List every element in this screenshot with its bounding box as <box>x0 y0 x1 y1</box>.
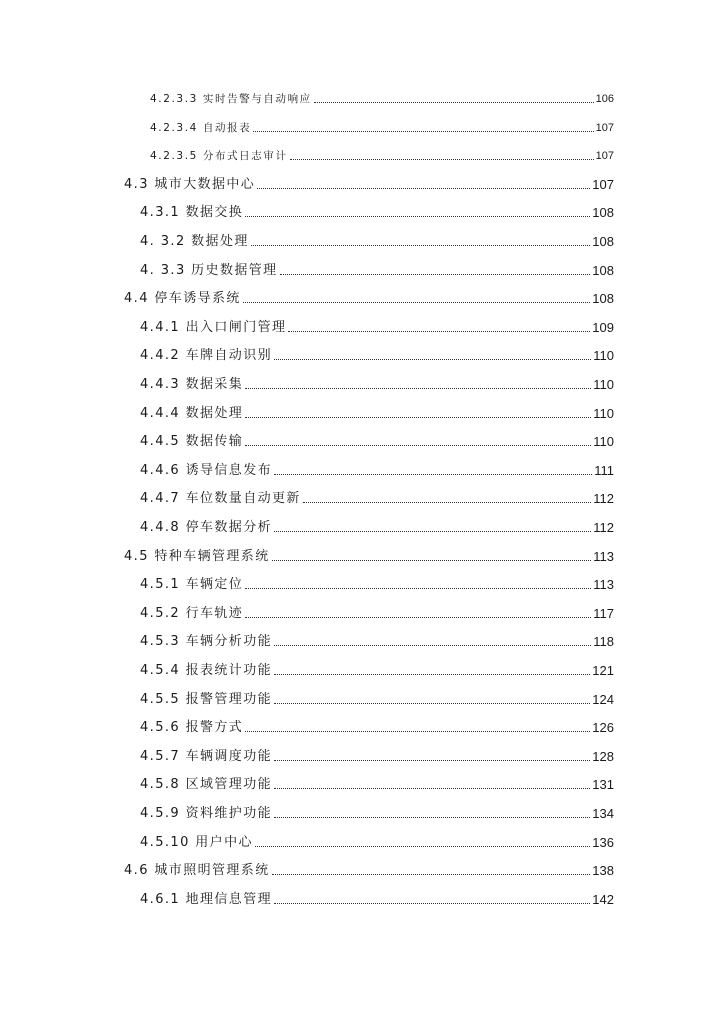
toc-entry-page-number: 118 <box>593 634 614 650</box>
toc-entry[interactable] <box>140 317 614 337</box>
toc-entry-title: 4.5.7 车辆调度功能 <box>140 748 273 764</box>
toc-entry-title: 4.6 城市照明管理系统 <box>124 863 270 879</box>
dot-leader <box>272 874 591 875</box>
dot-leader <box>257 188 590 189</box>
toc-entry-page-number: 108 <box>592 262 614 278</box>
toc-entry[interactable] <box>140 460 614 480</box>
toc-entry-page-number: 142 <box>592 891 614 907</box>
toc-entry-page-number: 110 <box>593 434 614 450</box>
dot-leader <box>245 417 591 418</box>
toc-entry-page-number: 124 <box>592 691 614 707</box>
toc-entry-title: 4.6.1 地理信息管理 <box>140 891 273 907</box>
toc-entry[interactable] <box>124 546 614 566</box>
toc-entry-title: 4.4.6 诱导信息发布 <box>140 462 273 478</box>
toc-entry-page-number: 108 <box>592 205 614 221</box>
dot-leader <box>314 102 594 103</box>
toc-entry[interactable] <box>140 717 614 737</box>
toc-entry-title: 4.4 停车诱导系统 <box>124 291 241 307</box>
toc-entry[interactable] <box>150 117 614 137</box>
dot-leader <box>253 131 593 132</box>
dot-leader <box>274 817 590 818</box>
toc-entry[interactable] <box>140 832 614 852</box>
dot-leader <box>251 245 591 246</box>
dot-leader <box>245 731 590 732</box>
dot-leader <box>288 331 590 332</box>
toc-entry[interactable] <box>140 260 614 280</box>
toc-entry-title: 4.5.8 区域管理功能 <box>140 777 273 793</box>
dot-leader <box>274 703 590 704</box>
toc-entry-title: 4.4.8 停车数据分析 <box>140 520 273 535</box>
toc-entry[interactable] <box>140 746 614 766</box>
dot-leader <box>280 274 591 275</box>
toc-entry-title: 4.5.3 车辆分析功能 <box>140 634 273 650</box>
toc-entry-page-number: 107 <box>595 150 614 163</box>
toc-entry[interactable] <box>140 403 614 423</box>
toc-entry-page-number: 136 <box>592 834 614 850</box>
toc-entry-page-number: 121 <box>592 663 614 678</box>
toc-entry-title: 4.4.1 出入口闸门管理 <box>140 319 287 335</box>
toc-entry[interactable] <box>140 517 614 537</box>
toc-entry-page-number: 138 <box>592 863 614 879</box>
toc-entry-title: 4.4.5 数据传输 <box>140 434 244 450</box>
toc-entry[interactable] <box>140 231 614 251</box>
toc-entry-page-number: 109 <box>592 319 614 335</box>
dot-leader <box>274 531 591 532</box>
toc-entry-title: 4.4.3 数据采集 <box>140 377 244 392</box>
toc-entry[interactable] <box>140 889 614 909</box>
toc-entry-page-number: 134 <box>592 806 614 821</box>
toc-entry[interactable] <box>150 88 614 108</box>
dot-leader <box>274 903 590 904</box>
dot-leader <box>290 159 594 160</box>
toc-entry-title: 4.5.9 资料维护功能 <box>140 806 273 821</box>
dot-leader <box>245 445 591 446</box>
toc-entry-title: 4.5 特种车辆管理系统 <box>124 548 270 564</box>
dot-leader <box>245 388 591 389</box>
toc-entry[interactable] <box>140 689 614 709</box>
toc-entry-page-number: 131 <box>592 777 614 793</box>
toc-entry[interactable] <box>124 860 614 880</box>
dot-leader <box>274 474 592 475</box>
toc-entry-page-number: 110 <box>593 377 614 392</box>
toc-entry[interactable] <box>140 202 614 222</box>
toc-entry-title: 4.5.5 报警管理功能 <box>140 691 273 707</box>
dot-leader <box>303 502 591 503</box>
toc-entry[interactable] <box>140 345 614 365</box>
dot-leader <box>245 588 591 589</box>
toc-entry[interactable] <box>150 145 614 165</box>
toc-entry-title: 4.5.2 行车轨迹 <box>140 605 244 621</box>
toc-entry[interactable] <box>124 288 614 308</box>
toc-entry-title: 4.3 城市大数据中心 <box>124 176 256 192</box>
toc-entry-page-number: 110 <box>593 348 614 364</box>
toc-entry[interactable] <box>140 803 614 823</box>
dot-leader <box>274 760 590 761</box>
toc-entry-page-number: 107 <box>595 121 614 134</box>
toc-entry[interactable] <box>140 603 614 623</box>
toc-entry[interactable] <box>140 574 614 594</box>
dot-leader <box>274 674 590 675</box>
toc-entry-page-number: 108 <box>592 234 614 249</box>
dot-leader <box>274 645 591 646</box>
dot-leader <box>274 359 591 360</box>
toc-entry-page-number: 112 <box>593 520 614 535</box>
toc-entry-title: 4.2.3.4 自动报表 <box>150 121 252 134</box>
toc-entry[interactable] <box>140 660 614 680</box>
dot-leader <box>245 617 591 618</box>
toc-entry-page-number: 106 <box>595 93 614 105</box>
toc-entry-title: 4.4.2 车牌自动识别 <box>140 348 273 364</box>
toc-entry-page-number: 112 <box>593 491 614 507</box>
toc-entry-page-number: 126 <box>592 720 614 736</box>
dot-leader <box>274 788 590 789</box>
toc-entry-page-number: 117 <box>593 605 614 621</box>
dot-leader <box>255 846 590 847</box>
toc-entry[interactable] <box>140 374 614 394</box>
toc-entry-title: 4.4.4 数据处理 <box>140 405 244 421</box>
toc-entry-title: 4. 3.3 历史数据管理 <box>140 262 278 278</box>
toc-entry-title: 4.5.6 报警方式 <box>140 720 244 736</box>
toc-entry-title: 4.2.3.5 分布式日志审计 <box>150 150 288 163</box>
toc-entry[interactable] <box>140 631 614 651</box>
toc-entry-page-number: 128 <box>592 748 614 764</box>
dot-leader <box>272 560 592 561</box>
dot-leader <box>245 216 590 217</box>
toc-entry-title: 4.4.7 车位数量自动更新 <box>140 491 301 507</box>
toc-entry-page-number: 113 <box>593 577 614 593</box>
toc-entry-page-number: 111 <box>594 462 614 478</box>
toc-entry-page-number: 113 <box>593 548 614 564</box>
toc-entry[interactable] <box>140 488 614 508</box>
toc-entry-title: 4.5.4 报表统计功能 <box>140 663 273 678</box>
toc-entry-title: 4.3.1 数据交换 <box>140 205 244 221</box>
toc-entry[interactable] <box>140 431 614 451</box>
toc-entry-title: 4. 3.2 数据处理 <box>140 234 249 249</box>
toc-entry[interactable] <box>140 774 614 794</box>
toc-entry[interactable] <box>124 174 614 194</box>
dot-leader <box>243 302 590 303</box>
toc-entry-page-number: 107 <box>592 176 614 192</box>
toc-entry-page-number: 108 <box>592 291 614 307</box>
toc-entry-page-number: 110 <box>593 405 614 421</box>
toc-entry-title: 4.5.10 用户中心 <box>140 834 253 850</box>
toc-entry-title: 4.5.1 车辆定位 <box>140 577 244 593</box>
toc-entry-title: 4.2.3.3 实时告警与自动响应 <box>150 93 312 105</box>
